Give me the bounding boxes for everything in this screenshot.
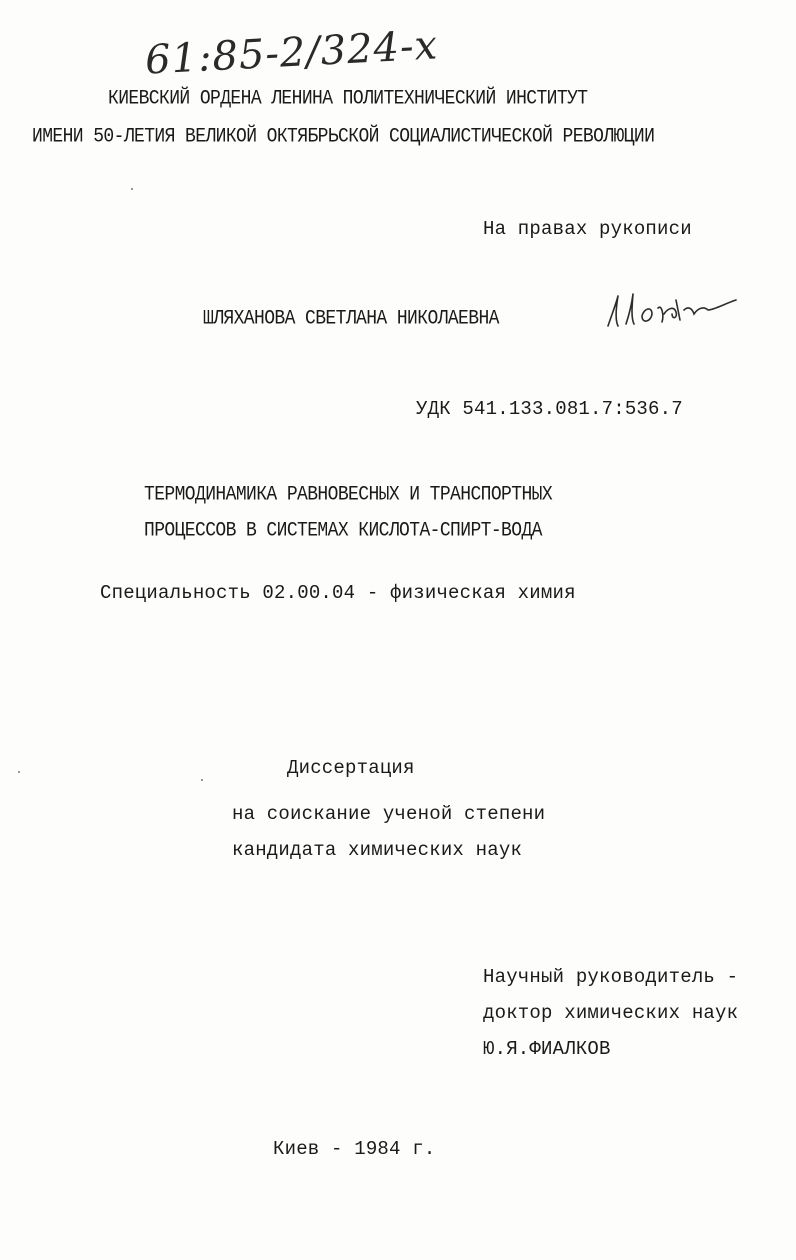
dissertation-line-2: кандидата химических наук bbox=[232, 839, 523, 861]
place-year: Киев - 1984 г. bbox=[273, 1138, 436, 1160]
archive-mark: 61:85-2/324-x bbox=[143, 22, 440, 84]
scan-speck bbox=[201, 779, 203, 781]
supervisor-role: Научный руководитель - bbox=[483, 966, 739, 988]
scan-speck bbox=[131, 188, 133, 190]
supervisor-degree: доктор химических наук bbox=[483, 1002, 739, 1024]
manuscript-rights: На правах рукописи bbox=[483, 218, 692, 240]
dissertation-heading: Диссертация bbox=[287, 757, 415, 779]
author-signature bbox=[602, 286, 742, 334]
institute-line-1: КИЕВСКИЙ ОРДЕНА ЛЕНИНА ПОЛИТЕХНИЧЕСКИЙ ИНСТИТУТ bbox=[108, 88, 588, 111]
title-line-1: ТЕРМОДИНАМИКА РАВНОВЕСНЫХ И ТРАНСПОРТНЫХ bbox=[144, 484, 553, 507]
scan-speck bbox=[18, 771, 20, 773]
title-line-2: ПРОЦЕССОВ В СИСТЕМАХ КИСЛОТА-СПИРТ-ВОДА bbox=[144, 520, 542, 543]
supervisor-name: Ю.Я.ФИАЛКОВ bbox=[483, 1038, 611, 1060]
author-name: ШЛЯХАНОВА СВЕТЛАНА НИКОЛАЕВНА bbox=[203, 308, 499, 331]
institute-line-2: ИМЕНИ 50-ЛЕТИЯ ВЕЛИКОЙ ОКТЯБРЬСКОЙ СОЦИАЛИСТИЧЕСКОЙ РЕВОЛЮЦИИ bbox=[32, 126, 655, 149]
udc-code: УДК 541.133.081.7:536.7 bbox=[416, 398, 683, 420]
dissertation-line-1: на соискание ученой степени bbox=[232, 803, 546, 825]
specialty: Специальность 02.00.04 - физическая химия bbox=[100, 582, 576, 604]
